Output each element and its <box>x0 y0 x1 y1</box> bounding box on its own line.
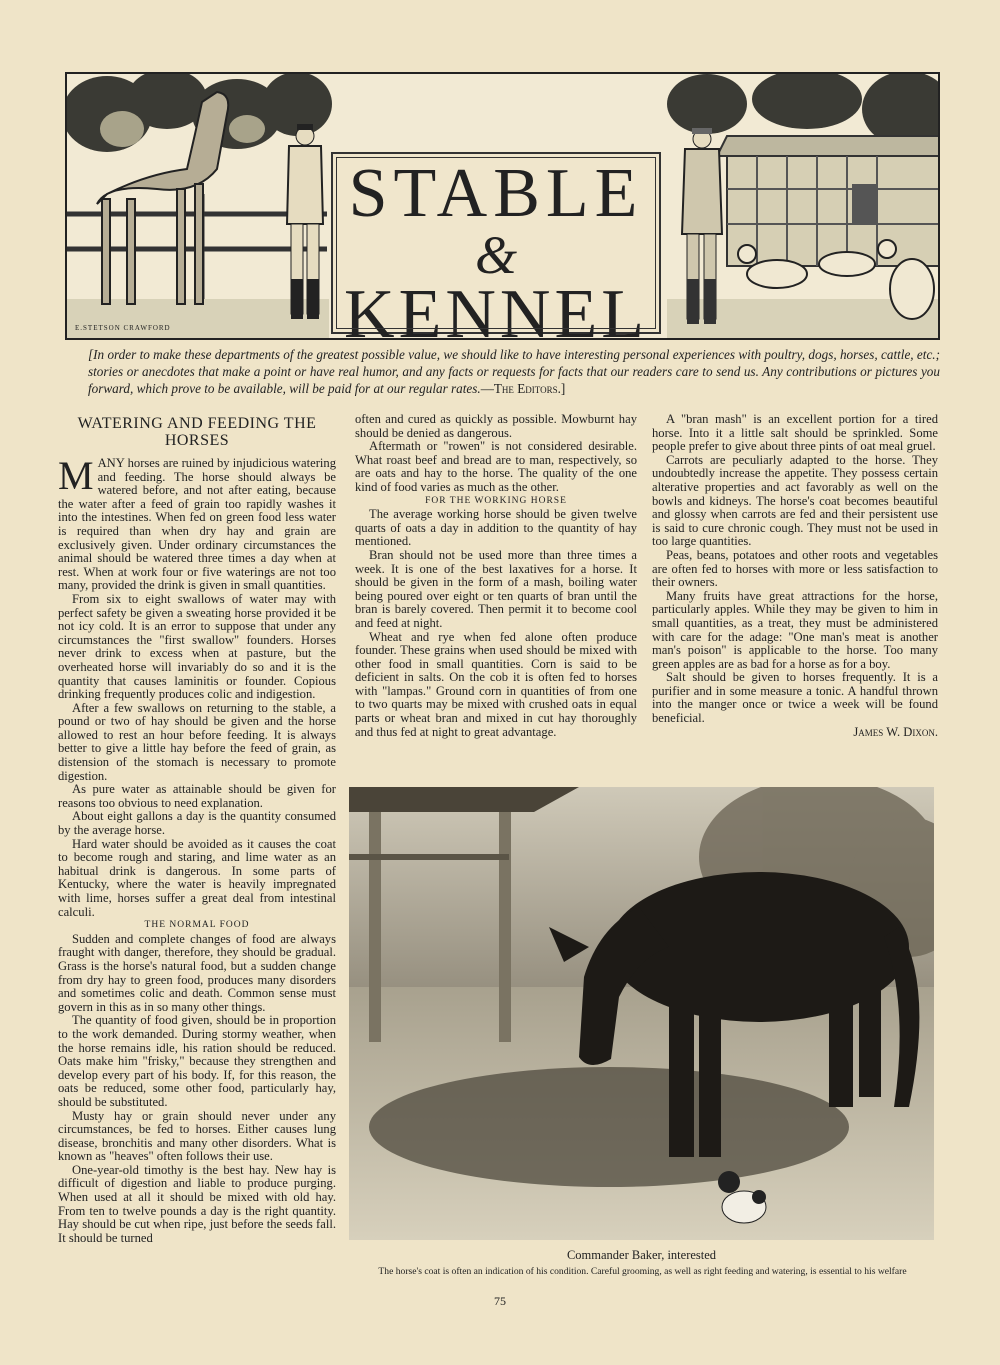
article-column-1 <box>58 413 336 1245</box>
article-heading: WATERING AND FEEDING THE HORSES <box>77 415 317 449</box>
title-stable: STABLE <box>348 155 644 232</box>
paragraph: often and cured as quickly as possible. Mowburnt hay should be denied as dangerous. <box>355 412 637 440</box>
editors-signoff: —The Editors.] <box>480 381 566 396</box>
article-column-2 <box>355 413 637 739</box>
title-kennel: KENNEL <box>344 276 648 340</box>
subheading-working-horse: FOR THE WORKING HORSE <box>425 495 567 506</box>
paragraph: About eight gallons a day is the quantity consumed by the average horse. <box>58 809 336 838</box>
page-number: 75 <box>494 1294 506 1308</box>
paragraph: Bran should not be used more than three times a week. It is one of the best laxatives for a horse. It should be given in the form of a mash, boiling water being poured over eight or ten quarts of bran until the bran is barely covered. Then permit it to become cool and feed at night. <box>355 547 637 630</box>
article-column-3 <box>652 413 938 739</box>
drop-cap: M <box>58 453 94 498</box>
editors-note <box>88 346 940 397</box>
huntsman-illustration <box>682 128 722 324</box>
horse-photograph <box>349 787 934 1240</box>
paragraph: Musty hay or grain should never under any circumstances, be fed to horses. Either causes lung disease, bronchitis and many other disorders. What is known as "heaves" often follows their use. <box>58 1108 336 1164</box>
paragraph: Many fruits have great attractions for the horse, particularly apples. While they may be given to him in small quantities, as a treat, they must be administered with care for the adage: "One man's meat is another man's poison" is applicable to the horse. Too many green apples are as bad for a horse as for a boy. <box>652 588 938 671</box>
paragraph: After a few swallows on returning to the stable, a pound or two of hay should be given and the horse allowed to rest an hour before feeding. It is always better to give a little hay before the feed of grain, as distension of the stomach is necessary to promote digestion. <box>58 700 336 783</box>
paragraph: From six to eight swallows of water may with perfect safety be given a sweating horse provided it be not icy cold. It is an error to suppose that under any circumstances the "first swallow" founders. Horses never drink to excess when at pasture, but the overheated horse will invariably do so and it is the quantity that causes laminitis or founder. Copious drinking frequently produces colic and indigestion. <box>58 591 336 702</box>
title-box <box>331 152 661 340</box>
groom-illustration <box>287 124 323 319</box>
subheading-normal-food: THE NORMAL FOOD <box>144 920 250 931</box>
paragraph: ANY horses are ruined by injudicious watering and feeding. The horse should always be watered before, and not after eating, because the water after a feed of grain too rapidly washes it into the intestines. When fed on green food less water is required than when dry hay and grain are exclusively given. Under ordinary circumstances the animal should be watered three times a day when at rest. When at work four or five waterings are not too many, provided the drink is given in small quantities. <box>58 456 336 593</box>
artist-signature: E.STETSON CRAWFORD <box>75 324 171 332</box>
paragraph: The quantity of food given, should be in proportion to the work demanded. During stormy weather, when the horse remains idle, his ration should be reduced. Oats make him "frisky," because they strengthen and develop every part of his body. If, for this reason, the oats be reduced, some other food, particularly hay, should be substituted. <box>58 1013 336 1109</box>
paragraph: Salt should be given to horses frequently. It is a purifier and in some measure a tonic. A handful thrown into the manger once or twice a week will be found beneficial. <box>652 670 938 726</box>
paragraph: As pure water as attainable should be given for reasons too obvious to need explanation. <box>58 782 336 810</box>
paragraph: Aftermath or "rowen" is not considered desirable. What roast beef and bread are to man, respectively, so are oats and hay to the horse. The quality of the one kind of food varies as much as the other. <box>355 439 637 494</box>
photo-caption-text: The horse's coat is often an indication of his condition. Careful grooming, as well as right feeding and watering, is essential to his welfare <box>378 1266 907 1277</box>
photo-caption-title: Commander Baker, interested <box>566 1248 717 1262</box>
editors-note-text: [In order to make these departments of the greatest possible value, we should like to have interesting personal experiences with poultry, dogs, horses, cattle, etc.; stories or anecdotes that make a point or have real humor, and any facts or requests for facts that our readers care to send us. Any contributions or pictures you forward, which prove to be available, will be paid for at our regular rates. <box>88 347 940 396</box>
author-signature: James W. Dixon. <box>853 724 938 739</box>
paragraph: The average working horse should be given twelve quarts of oats a day in addition to the quantity of hay mentioned. <box>355 507 637 549</box>
header-banner <box>65 72 940 340</box>
paragraph: Hard water should be avoided as it causes the coat to become rough and staring, and lime water as an habitual drink is dangerous. In some parts of Kentucky, where the water is heavily impregnated with lime, horses suffer a great deal from intestinal calculi. <box>58 836 336 919</box>
paragraph: Carrots are peculiarly adapted to the horse. They undoubtedly increase the appetite. They possess certain alterative properties and act favorably as well on the bowls and kidneys. The horse's coat becomes beautiful and glossy when carrots are fed and their persistent use is said to cure chronic cough. They must not be used in too large quantities. <box>652 452 938 549</box>
paragraph: Wheat and rye when fed alone often produce founder. These grains when used should be mixed with other food in small quantities. Corn is said to be deficient in salts. On the cob it is often fed to horses with "lampas." Ground corn in quantities of from one to two quarts may be mixed with crushed oats in equal parts or wheat bran and mixed in cut hay thoroughly and thus fed at night to great advantage. <box>355 629 637 739</box>
paragraph: Peas, beans, potatoes and other roots and vegetables are often fed to horses with more or less satisfaction to their owners. <box>652 547 938 590</box>
title-ampersand: & <box>474 225 517 285</box>
paragraph: Sudden and complete changes of food are always fraught with danger, therefore, they should be gradual. Grass is the horse's natural food, but a sudden change from dry hay to green food, produces many disorders and sometimes colic and death. Common sense must govern in this as in so many other things. <box>58 931 336 1014</box>
paragraph: One-year-old timothy is the best hay. New hay is difficult of digestion and liable to produce purging. When used at all it should be mixed with old hay. From ten to twelve pounds a day is the right quantity. Hay should be cut when ripe, just before the seeds fall. It should be turned <box>58 1162 336 1245</box>
paragraph: A "bran mash" is an excellent portion for a tired horse. Into it a little salt should be sprinkled. Some people prefer to give about three pints of oat meal gruel. <box>652 412 938 454</box>
